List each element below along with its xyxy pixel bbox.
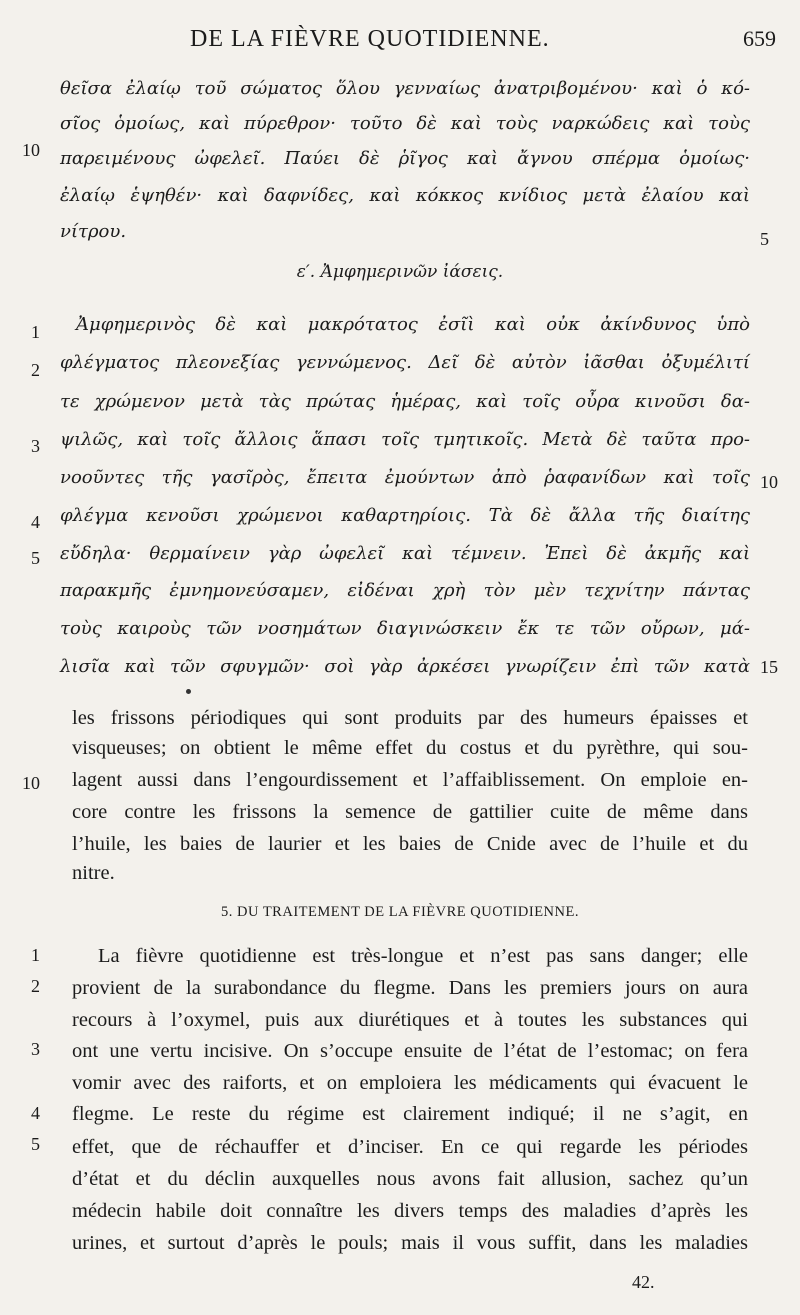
margin-number: 4 [31, 1103, 40, 1123]
text-line: les frissons périodiques qui sont produits par des humeurs épaisses et [72, 707, 748, 729]
text-line: ψιλῶς, καὶ τοῖς ἄλλοις ἅπασι τοῖς τμητικοῖς. Μετὰ δὲ ταῦτα προ- [60, 429, 750, 450]
text-line: visqueuses; on obtient le même effet du costus et du pyrèthre, qui sou- [72, 737, 748, 759]
text-line: médecin habile doit connaître les divers temps des maladies d’après les [72, 1200, 748, 1222]
text-line: vomir avec des raiforts, et on emploiera les médicaments qui évacuent le [72, 1072, 748, 1094]
margin-number: 10 [22, 773, 40, 793]
greek-section-heading: ε′. Ἀμφημερινῶν ἰάσεις. [296, 262, 504, 282]
text-line: νοοῦντες τῆς γασῖρὸς, ἔπειτα ἐμούντων ἀπὸ ῥαφανίδων καὶ τοῖς [60, 467, 750, 488]
signature-mark: 42. [632, 1272, 655, 1292]
margin-number: 5 [31, 1134, 40, 1154]
text-line: παρειμένους ὠφελεῖ. Παύει δὲ ῥῖγος καὶ ἄγνου σπέρμα ὁμοίως· [60, 148, 750, 169]
text-line: recours à l’oxymel, puis aux diurétiques et à toutes les substances qui [72, 1009, 748, 1031]
french-section-heading: 5. DU TRAITEMENT DE LA FIÈVRE QUOTIDIENNE. [221, 904, 579, 920]
text-line: φλέγματος πλεονεξίας γεννώμενος. Δεῖ δὲ αὐτὸν ἰᾶσθαι ὀξυμέλιτί [60, 352, 750, 373]
text-line: ont une vertu incisive. On s’occupe ensuite de l’état de l’estomac; on fera [72, 1040, 748, 1062]
running-header [0, 26, 800, 62]
margin-number: 3 [31, 1039, 40, 1059]
text-line: urines, et surtout d’après le pouls; mais il vous suffit, dans les maladies [72, 1232, 748, 1254]
margin-number: 1 [31, 945, 40, 965]
margin-number: 5 [760, 229, 769, 249]
text-line: φλέγμα κενοῦσι χρώμενοι καθαρτηρίοις. Τὰ δὲ ἄλλα τῆς διαίτης [60, 505, 750, 526]
text-line: τοὺς καιροὺς τῶν νοσημάτων διαγινώσκειν ἔκ τε τῶν οὔρων, μά- [60, 618, 750, 639]
page-number: 659 [743, 26, 776, 51]
text-line: l’huile, les baies de laurier et les baies de Cnide avec de l’huile et du [72, 833, 748, 855]
text-line: ἐλαίῳ ἑψηθέν· καὶ δαφνίδες, καὶ κόκκος κνίδιος μετὰ ἐλαίου καὶ [60, 185, 750, 206]
text-line: effet, que de réchauffer et d’inciser. En ce qui regarde les périodes [72, 1136, 748, 1158]
text-line: d’état et du déclin auxquelles nous avons fait allusion, sachez qu’un [72, 1168, 748, 1190]
margin-number: 4 [31, 512, 40, 532]
text-line: τε χρώμενον μετὰ τὰς πρώτας ἡμέρας, καὶ τοῖς οὖρα κινοῦσι δα- [60, 391, 750, 412]
text-line: λισῖα καὶ τῶν σφυγμῶν· σοὶ γὰρ ἀρκέσει γνωρίζειν ἐπὶ τῶν κατὰ [60, 656, 750, 677]
ink-dot [186, 689, 191, 694]
margin-number: 2 [31, 360, 40, 380]
running-title: DE LA FIÈVRE QUOTIDIENNE. [190, 26, 550, 52]
text-line: provient de la surabondance du flegme. Dans les premiers jours on aura [72, 977, 748, 999]
margin-number: 1 [31, 322, 40, 342]
text-line: lagent aussi dans l’engourdissement et l’affaiblissement. On emploie en- [72, 769, 748, 791]
text-line: νίτρου. [60, 221, 127, 242]
margin-number: 15 [760, 657, 778, 677]
text-line: παρακμῆς ἐμνημονεύσαμεν, εἰδέναι χρὴ τὸν μὲν τεχνίτην πάντας [60, 580, 750, 601]
text-line: θεῖσα ἐλαίῳ τοῦ σώματος ὅλου γενναίως ἀνατριβομένου· καὶ ὁ κό- [60, 78, 750, 99]
margin-number: 3 [31, 436, 40, 456]
margin-number: 10 [22, 140, 40, 160]
text-line: core contre les frissons la semence de gattilier cuite de même dans [72, 801, 748, 823]
text-line: La fièvre quotidienne est très-longue et n’est pas sans danger; elle [98, 945, 748, 967]
text-line: σῖος ὁμοίως, καὶ πύρεθρον· τοῦτο δὲ καὶ τοὺς ναρκώδεις καὶ τοὺς [60, 113, 750, 134]
text-line: flegme. Le reste du régime est clairement indiqué; il ne s’agit, en [72, 1103, 748, 1125]
text-line: εὔδηλα· θερμαίνειν γὰρ ὠφελεῖ καὶ τέμνειν. Ἐπεὶ δὲ ἀκμῆς καὶ [60, 543, 750, 564]
text-line: Ἀμφημερινὸς δὲ καὶ μακρότατος ἐσῖὶ καὶ οὐκ ἀκίνδυνος ὑπὸ [76, 314, 750, 335]
margin-number: 10 [760, 472, 778, 492]
margin-number: 2 [31, 976, 40, 996]
margin-number: 5 [31, 548, 40, 568]
text-line: nitre. [72, 862, 115, 884]
